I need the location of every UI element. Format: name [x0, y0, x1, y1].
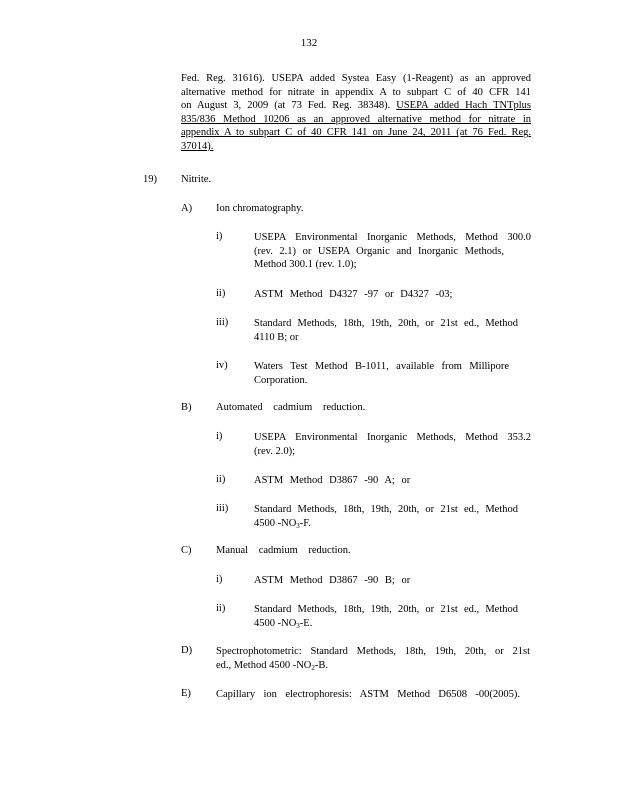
clause-label: i) [216, 574, 223, 585]
subsection-text [216, 688, 520, 702]
clause-line: Corporation. [254, 374, 308, 386]
subsection-title: Ion chromatography. [216, 203, 304, 214]
method-suffix: -E. [299, 617, 313, 629]
clause-label: i) [216, 231, 223, 242]
method-code: 4500 -NO [254, 517, 297, 529]
intro-text: on August 3, 2009 (at 73 Fed. Reg. 38348). [181, 100, 391, 112]
method-suffix: -F. [299, 517, 311, 529]
clause-line: Standard Methods, 18th, 19th, 20th, or 21st ed., Method [254, 604, 518, 615]
subsection-line: Spectrophotometric: Standard Methods, 18th, 19th, 20th, or 21st [216, 646, 530, 657]
clause-text [254, 231, 531, 272]
clause-label: iii) [216, 503, 229, 514]
clause-line: USEPA Environmental Inorganic Methods, Method 300.0 [254, 232, 531, 243]
subsection-label: A) [181, 203, 193, 214]
subsection-label: C) [181, 545, 192, 556]
clause-label: ii) [216, 474, 226, 485]
method-code: 4500 -NO [254, 617, 297, 629]
clause-line: Standard Methods, 18th, 19th, 20th, or 21st ed., Method [254, 504, 518, 515]
intro-line: alternative method for nitrate in appendix A to subpart C of 40 CFR 141 [181, 86, 531, 98]
clause-text [254, 288, 531, 302]
clause-line: ASTM Method D4327 -97 or D4327 -03; [254, 289, 453, 300]
subsection-label: B) [181, 402, 192, 413]
clause-label: iv) [216, 360, 228, 371]
clause-line: 4110 B; or [254, 331, 299, 343]
subsection-label: E) [181, 688, 191, 699]
clause-line: ASTM Method D3867 -90 B; or [254, 575, 411, 586]
clause-label: iii) [216, 317, 229, 328]
subsection-label: D) [181, 645, 193, 656]
amendment-line: 37014). [181, 140, 214, 152]
subscript: 3 [296, 521, 300, 530]
clause-text [254, 603, 518, 633]
clause-line: Standard Methods, 18th, 19th, 20th, or 21st ed., Method [254, 318, 518, 329]
amendment-line: appendix A to subpart C of 40 CFR 141 on June 24, 2011 (at 76 Fed. Reg. [181, 127, 531, 139]
clause-label: ii) [216, 603, 226, 614]
intro-line: Fed. Reg. 31616). USEPA added Systea Easy (1-Reagent) as an approved [181, 73, 531, 84]
clause-line [254, 517, 518, 534]
subsection-line: Capillary ion electrophoresis: ASTM Method D6508 -00(2005). [216, 689, 520, 700]
page-number: 132 [300, 37, 318, 49]
clause-text [254, 474, 531, 488]
clause-line: (rev. 2.1) or USEPA Organic and Inorganic Methods, [254, 245, 504, 257]
amendment-text: USEPA added Hach TNTplus [396, 100, 531, 112]
clause-line [254, 617, 518, 634]
item-title: Nitrite. [181, 174, 212, 185]
subscript: 3 [296, 621, 300, 630]
subsection-title: Automated cadmium reduction. [216, 402, 366, 413]
amendment-line: 835/836 Method 10206 as an approved alternative method for nitrate in [181, 113, 531, 125]
clause-text [254, 317, 518, 344]
clause-line: USEPA Environmental Inorganic Methods, Method 353.2 [254, 432, 531, 443]
clause-text [254, 503, 518, 533]
clause-label: i) [216, 431, 223, 442]
clause-label: ii) [216, 288, 226, 299]
clause-text [254, 574, 531, 588]
clause-line: (rev. 2.0); [254, 445, 296, 457]
clause-text [254, 431, 531, 458]
clause-line: ASTM Method D3867 -90 A; or [254, 475, 411, 486]
subsection-text [216, 645, 530, 675]
clause-line: Method 300.1 (rev. 1.0); [254, 259, 357, 271]
subscript: 2 [311, 663, 315, 672]
item-number: 19) [143, 174, 157, 185]
method-code: ed., Method 4500 -NO [216, 659, 312, 671]
clause-line: Waters Test Method B-1011, available from Millipore [254, 361, 509, 372]
clause-text [254, 360, 509, 387]
intro-paragraph [181, 72, 531, 154]
method-suffix: -B. [314, 659, 328, 671]
intro-line [181, 99, 531, 113]
subsection-line [216, 659, 530, 676]
subsection-title: Manual cadmium reduction. [216, 545, 351, 556]
